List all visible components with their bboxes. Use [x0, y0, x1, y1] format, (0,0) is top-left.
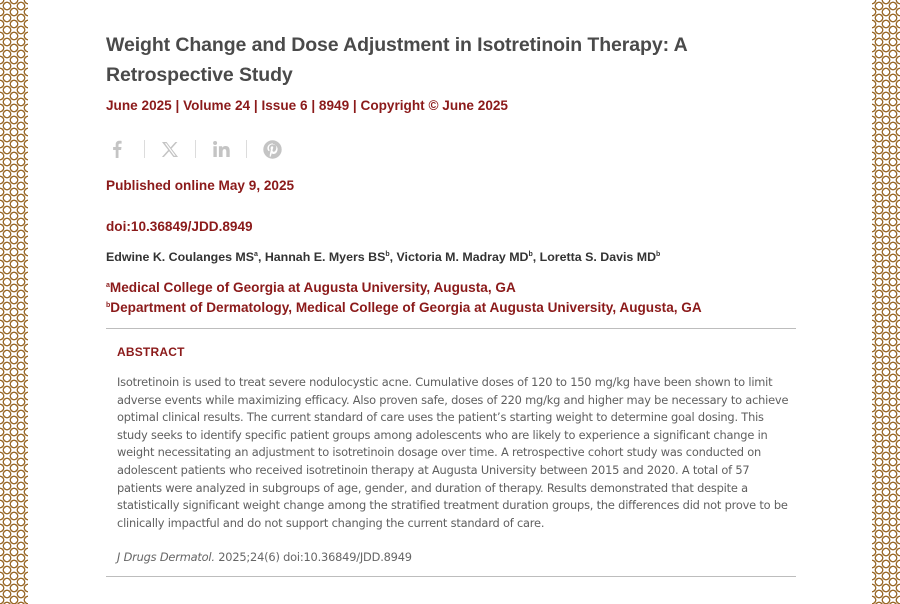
affiliation-marker: b: [528, 251, 533, 258]
article-title: Weight Change and Dose Adjustment in Isotretinoin Therapy: A Retrospective Study: [106, 34, 687, 86]
social-share-bar: [106, 137, 796, 161]
affiliation-marker: a: [106, 282, 110, 289]
doi-link[interactable]: doi:10.36849/JDD.8949: [106, 219, 253, 234]
author-name: Hannah E. Myers BS: [264, 250, 386, 264]
facebook-icon[interactable]: [106, 137, 136, 161]
author-name: Edwine K. Coulanges MS: [106, 250, 255, 264]
affiliation-marker: b: [656, 251, 661, 258]
citation: [117, 549, 796, 565]
affiliation-text: Medical College of Georgia at Augusta University, Augusta, GA: [109, 280, 516, 295]
social-divider: [144, 140, 145, 158]
linkedin-icon[interactable]: [204, 137, 238, 161]
affiliation-text: Department of Dermatology, Medical College of Georgia at Augusta University, Augusta, GA: [110, 300, 702, 315]
abstract-body: Isotretinoin is used to treat severe nodulocystic acne. Cumulative doses of 120 to 150 mg/kg have been shown to limit adverse events while maximizing efficacy. Also proven safe, doses of 220 mg/kg and higher may be necessary to achieve optimal clinical results. The current standard of care uses the patient’s starting weight to determine goal dosing. This study seeks to identify specific patient groups among adolescents who are likely to experience a significant change in weight necessitating an adjustment to isotretinoin dosage over time. A retrospective cohort study was conducted on adolescent patients who received isotretinoin therapy at Augusta University between 2015 and 2020. A total of 57 patients were analyzed in subgroups of age, gender, and duration of therapy. Results demonstrated that despite a statistically significant weight change among the stratified treatment duration groups, the differences did not prove to be clinically impactful and do not support changing the current standard of care.: [117, 375, 789, 530]
affiliation-b: [106, 298, 796, 318]
citation-journal: J Drugs Dermatol.: [117, 550, 215, 565]
social-divider: [195, 140, 196, 158]
pinterest-icon[interactable]: [255, 137, 289, 161]
affiliation-marker: b: [106, 302, 111, 309]
published-date: Published online May 9, 2025: [106, 178, 295, 193]
author-name: Victoria M. Madray MD: [396, 250, 529, 264]
abstract-heading: ABSTRACT: [117, 345, 185, 359]
author-list: Edwine K. Coulanges $MS^a$, Hannah E. Myers $BS^b$, Victoria M. Madray $MD^b$, Loretta S. Davis $MD^b$: [106, 250, 661, 264]
article-header: [106, 30, 796, 577]
citation-details: 2025;24(6) doi:10.36849/JDD.8949: [214, 550, 412, 565]
author-name: Loretta S. Davis MD: [539, 250, 657, 264]
x-icon[interactable]: [153, 137, 187, 161]
affiliation-a: [106, 278, 796, 298]
affiliation-marker: b: [385, 251, 390, 258]
decorative-border-right: [872, 0, 900, 604]
divider: [106, 576, 796, 577]
divider: [106, 328, 796, 329]
issue-meta: June 2025 | Volume 24 | Issue 6 | 8949 | Copyright © June 2025: [106, 98, 508, 113]
decorative-border-left: [0, 0, 28, 604]
affiliation-marker: a: [254, 251, 258, 258]
social-divider: [246, 140, 247, 158]
